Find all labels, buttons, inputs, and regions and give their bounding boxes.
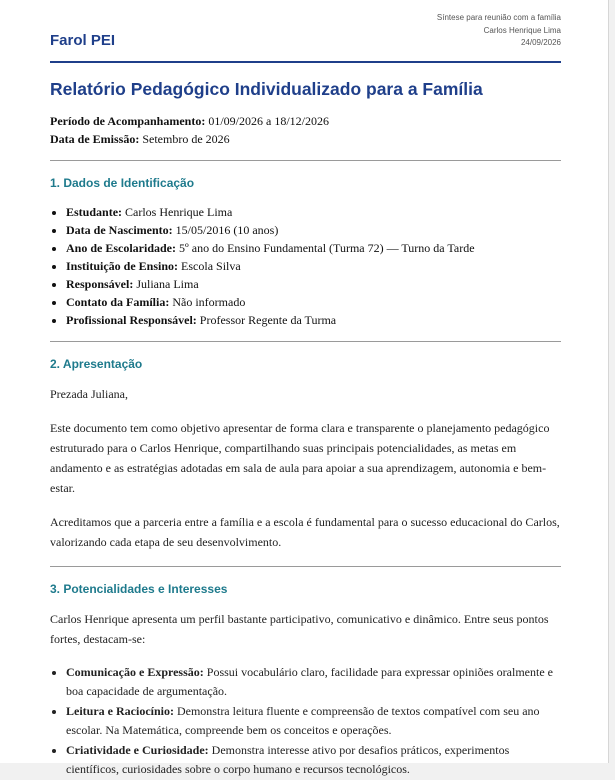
- list-item: [66, 663, 561, 701]
- section-heading-potentials: 3. Potencialidades e Interesses: [50, 582, 228, 596]
- item-value: Escola Silva: [178, 259, 241, 273]
- identification-list: [50, 203, 561, 329]
- list-item: [66, 221, 561, 239]
- item-label: Comunicação e Expressão:: [66, 665, 204, 679]
- meta-subtitle: Síntese para reunião com a família: [436, 13, 561, 22]
- item-label: Instituição de Ensino:: [66, 259, 179, 273]
- item-label: Responsável:: [66, 277, 134, 291]
- meta-student-name: Carlos Henrique Lima: [483, 25, 561, 35]
- greeting-text: Prezada Juliana,: [50, 387, 128, 401]
- meta-date: 24/09/2026: [520, 38, 561, 47]
- page-header: [50, 10, 561, 60]
- divider: [50, 566, 561, 567]
- period-value: 01/09/2026 a 18/12/2026: [205, 114, 329, 128]
- item-value: Juliana Lima: [133, 277, 199, 291]
- list-item: [66, 293, 561, 311]
- list-item: [66, 275, 561, 293]
- item-value: Não informado: [169, 295, 246, 309]
- item-label: Data de Nascimento:: [66, 223, 173, 237]
- list-item: [66, 311, 561, 329]
- item-value: 5º ano do Ensino Fundamental (Turma 72) — Turno da Tarde: [176, 241, 475, 255]
- item-label: Ano de Escolaridade:: [66, 241, 177, 255]
- item-value: Demonstra interesse ativo por desafios práticos, experimentos científicos, curiosidades sobre o corpo humano e recursos tecnológicos.: [66, 743, 510, 776]
- header-rule: [50, 61, 561, 63]
- presentation-paragraph-1: Este documento tem como objetivo apresentar de forma clara e transparente o planejamento pedagógico estruturado para o Carlos Henrique, compartilhando suas principais potencialidades, as metas em andamento e as estratégias adotadas em sala de aula para apoiar a sua aprendizagem, autonomia e bem-estar.: [50, 421, 550, 495]
- item-label: Criatividade e Curiosidade:: [66, 743, 209, 757]
- item-label: Profissional Responsável:: [66, 313, 197, 327]
- potentials-list: [50, 663, 561, 779]
- item-label: Estudante:: [66, 205, 123, 219]
- period-label: Período de Acompanhamento:: [50, 114, 206, 128]
- divider: [50, 341, 561, 342]
- document-body: [50, 78, 561, 780]
- header-meta: [437, 12, 561, 50]
- list-item: [66, 257, 561, 275]
- item-label: Leitura e Raciocínio:: [66, 704, 174, 718]
- list-item: [66, 741, 561, 779]
- item-value: Demonstra leitura fluente e compreensão de textos compatível com seu ano escolar. Na Matemática, compreende bem os conceitos e operações.: [66, 704, 540, 737]
- item-value: Possui vocabulário claro, facilidade para expressar opiniões oralmente e boa capacidade de argumentação.: [66, 665, 553, 698]
- period-line: [50, 112, 561, 130]
- emission-line: [50, 130, 561, 148]
- section-heading-presentation: 2. Apresentação: [50, 357, 143, 371]
- list-item: [66, 203, 561, 221]
- item-value: 15/05/2016 (10 anos): [172, 223, 279, 237]
- potentials-intro: Carlos Henrique apresenta um perfil bastante participativo, comunicativo e dinâmico. Entre seus pontos fortes, destacam-se:: [50, 612, 549, 646]
- document-title: Relatório Pedagógico Individualizado para a Família: [50, 79, 483, 99]
- emission-value: Setembro de 2026: [139, 132, 230, 146]
- item-value: Carlos Henrique Lima: [122, 205, 233, 219]
- emission-label: Data de Emissão:: [50, 132, 140, 146]
- list-item: [66, 702, 561, 740]
- list-item: [66, 239, 561, 257]
- section-heading-identification: 1. Dados de Identificação: [50, 176, 195, 190]
- item-label: Contato da Família:: [66, 295, 170, 309]
- presentation-paragraph-2: Acreditamos que a parceria entre a família e a escola é fundamental para o sucesso educacional do Carlos, valorizando cada etapa de seu desenvolvimento.: [50, 515, 560, 549]
- brand-logo-text: Farol PEI: [50, 32, 116, 49]
- divider: [50, 160, 561, 161]
- item-value: Professor Regente da Turma: [196, 313, 337, 327]
